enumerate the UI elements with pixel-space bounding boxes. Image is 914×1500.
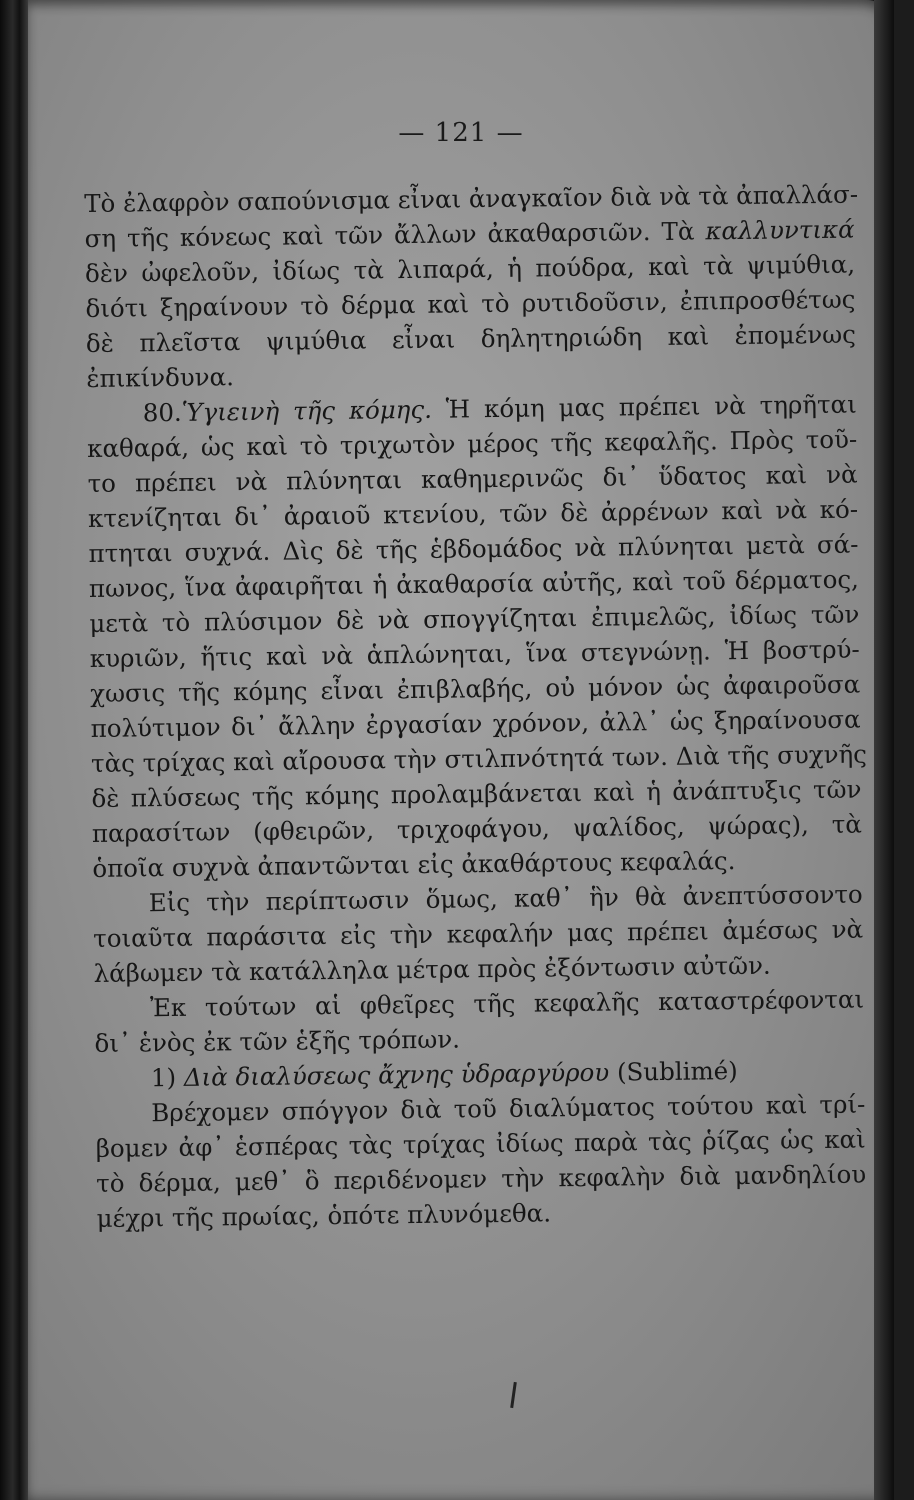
text-line: Τὸ ἐλαφρὸν σαπούνισμα εἶναι ἀναγκαῖον διὰ νὰ τὰ ἀπαλλάσ-	[84, 179, 859, 218]
text-line: δὲ πλεῖστα ψιμύθια εἶναι δηλητηριώδη καὶ ἐπομένως	[85, 319, 857, 358]
text-line: μέχρι τῆς πρωίας, ὁπότε πλυνόμεθα.	[96, 1198, 552, 1233]
text-line: λάβωμεν τὰ κατάλληλα μέτρα πρὸς ἐξόντωσιν αὐτῶν.	[93, 950, 771, 988]
italic-term: καλλυντικά	[705, 214, 855, 246]
text-line: τοιαῦτα παράσιτα εἰς τὴν κεφαλήν μας πρέπει ἀμέσως νὰ	[93, 914, 864, 953]
method-title: Διὰ διαλύσεως ἄχνης ὑδραργύρου	[183, 1057, 610, 1092]
book-binding	[0, 0, 28, 1500]
text-line: χωσις τῆς κόμης εἶναι ἐπιβλαβής, οὐ μόνον ὡς ἀφαιροῦσα	[90, 669, 861, 708]
page-number: — 121 —	[398, 118, 524, 148]
text-line: πτηται συχνά. Δὶς δὲ τῆς ἑβδομάδος νὰ πλύνηται μετὰ σά-	[88, 529, 859, 568]
page-body	[84, 177, 867, 1236]
text-line: ὁποῖα συχνὰ ἀπαντῶνται εἰς ἀκαθάρτους κεφαλάς.	[92, 846, 736, 883]
text-span: Ἡ κόμη μας πρέπει νὰ τηρῆται	[445, 389, 857, 424]
text-line: δὲ πλύσεως τῆς κόμης προλαμβάνεται καὶ ἡ ἀνάπτυξις τῶν	[91, 774, 862, 813]
text-line: Βρέχομεν σπόγγον διὰ τοῦ διαλύματος τούτου καὶ τρί-	[151, 1089, 866, 1128]
text-line: βομεν ἀφ᾽ ἑσπέρας τὰς τρίχας ἰδίως παρὰ τὰς ῥίζας ὡς καὶ	[95, 1124, 866, 1163]
text-line: Ἐκ τούτων αἱ φθεῖρες τῆς κεφαλῆς καταστρέφονται	[149, 984, 865, 1023]
text-line: κτενίζηται δι᾽ ἀραιοῦ κτενίου, τῶν δὲ ἀρρένων καὶ νὰ κό-	[87, 494, 859, 533]
text-line: διότι ξηραίνουν τὸ δέρμα καὶ τὸ ρυτιδοῦσιν, ἐπιπροσθέτως	[85, 284, 856, 323]
text-line: το πρέπει νὰ πλύνηται καθημερινῶς δι᾽ ὕδατος καὶ νὰ	[87, 459, 858, 498]
book-page	[28, 0, 894, 1500]
ink-mark	[510, 1382, 517, 1408]
text-line: πωνος, ἵνα ἀφαιρῆται ἡ ἀκαθαρσία αὐτῆς, καὶ τοῦ δέρματος,	[88, 564, 860, 603]
text-line: πολύτιμον δι᾽ ἄλλην ἐργασίαν χρόνον, ἀλλ᾽ ὡς ξηραίνουσα	[90, 704, 861, 743]
text-line: καθαρά, ὡς καὶ τὸ τριχωτὸν μέρος τῆς κεφαλῆς. Πρὸς τοῦ-	[87, 424, 858, 463]
text-line: τὰς τρίχας καὶ αἴρουσα τὴν στιλπνότητά των. Διὰ τῆς συχνῆς	[90, 739, 868, 778]
method-number: 1)	[150, 1062, 177, 1093]
section-number: 80.	[142, 397, 182, 428]
text-line: Εἰς τὴν περίπτωσιν ὅμως, καθ᾽ ἣν θὰ ἀνεπτύσσοντο	[148, 879, 863, 918]
text-line: τὸ δέρμα, μεθ᾽ ὃ περιδένομεν τὴν κεφαλὴν διὰ μανδηλίου	[96, 1159, 867, 1198]
section-title: Ὑγιεινὴ τῆς κόμης.	[181, 394, 433, 427]
text-span: ση τῆς κόνεως καὶ τῶν ἄλλων ἀκαθαρσιῶν. Τὰ	[84, 216, 695, 253]
method-note: (Sublimé)	[616, 1056, 738, 1087]
text-line: δὲν ὠφελοῦν, ἰδίως τὰ λιπαρά, ἡ πούδρα, καὶ τὰ ψιμύθια,	[84, 249, 856, 288]
page-edge-shadow	[874, 0, 894, 1500]
text-line: κυριῶν, ἥτις καὶ νὰ ἁπλώνηται, ἵνα στεγνώνῃ. Ἡ βοστρύ-	[89, 634, 860, 673]
text-line: ἐπικίνδυνα.	[86, 362, 235, 393]
text-line: παρασίτων (φθειρῶν, τριχοφάγου, ψαλίδος, ψώρας), τὰ	[91, 809, 863, 848]
text-line: μετὰ τὸ πλύσιμον δὲ νὰ σπογγίζηται ἐπιμελῶς, ἰδίως τῶν	[89, 599, 860, 638]
text-line: δι᾽ ἑνὸς ἐκ τῶν ἑξῆς τρόπων.	[94, 1024, 461, 1058]
